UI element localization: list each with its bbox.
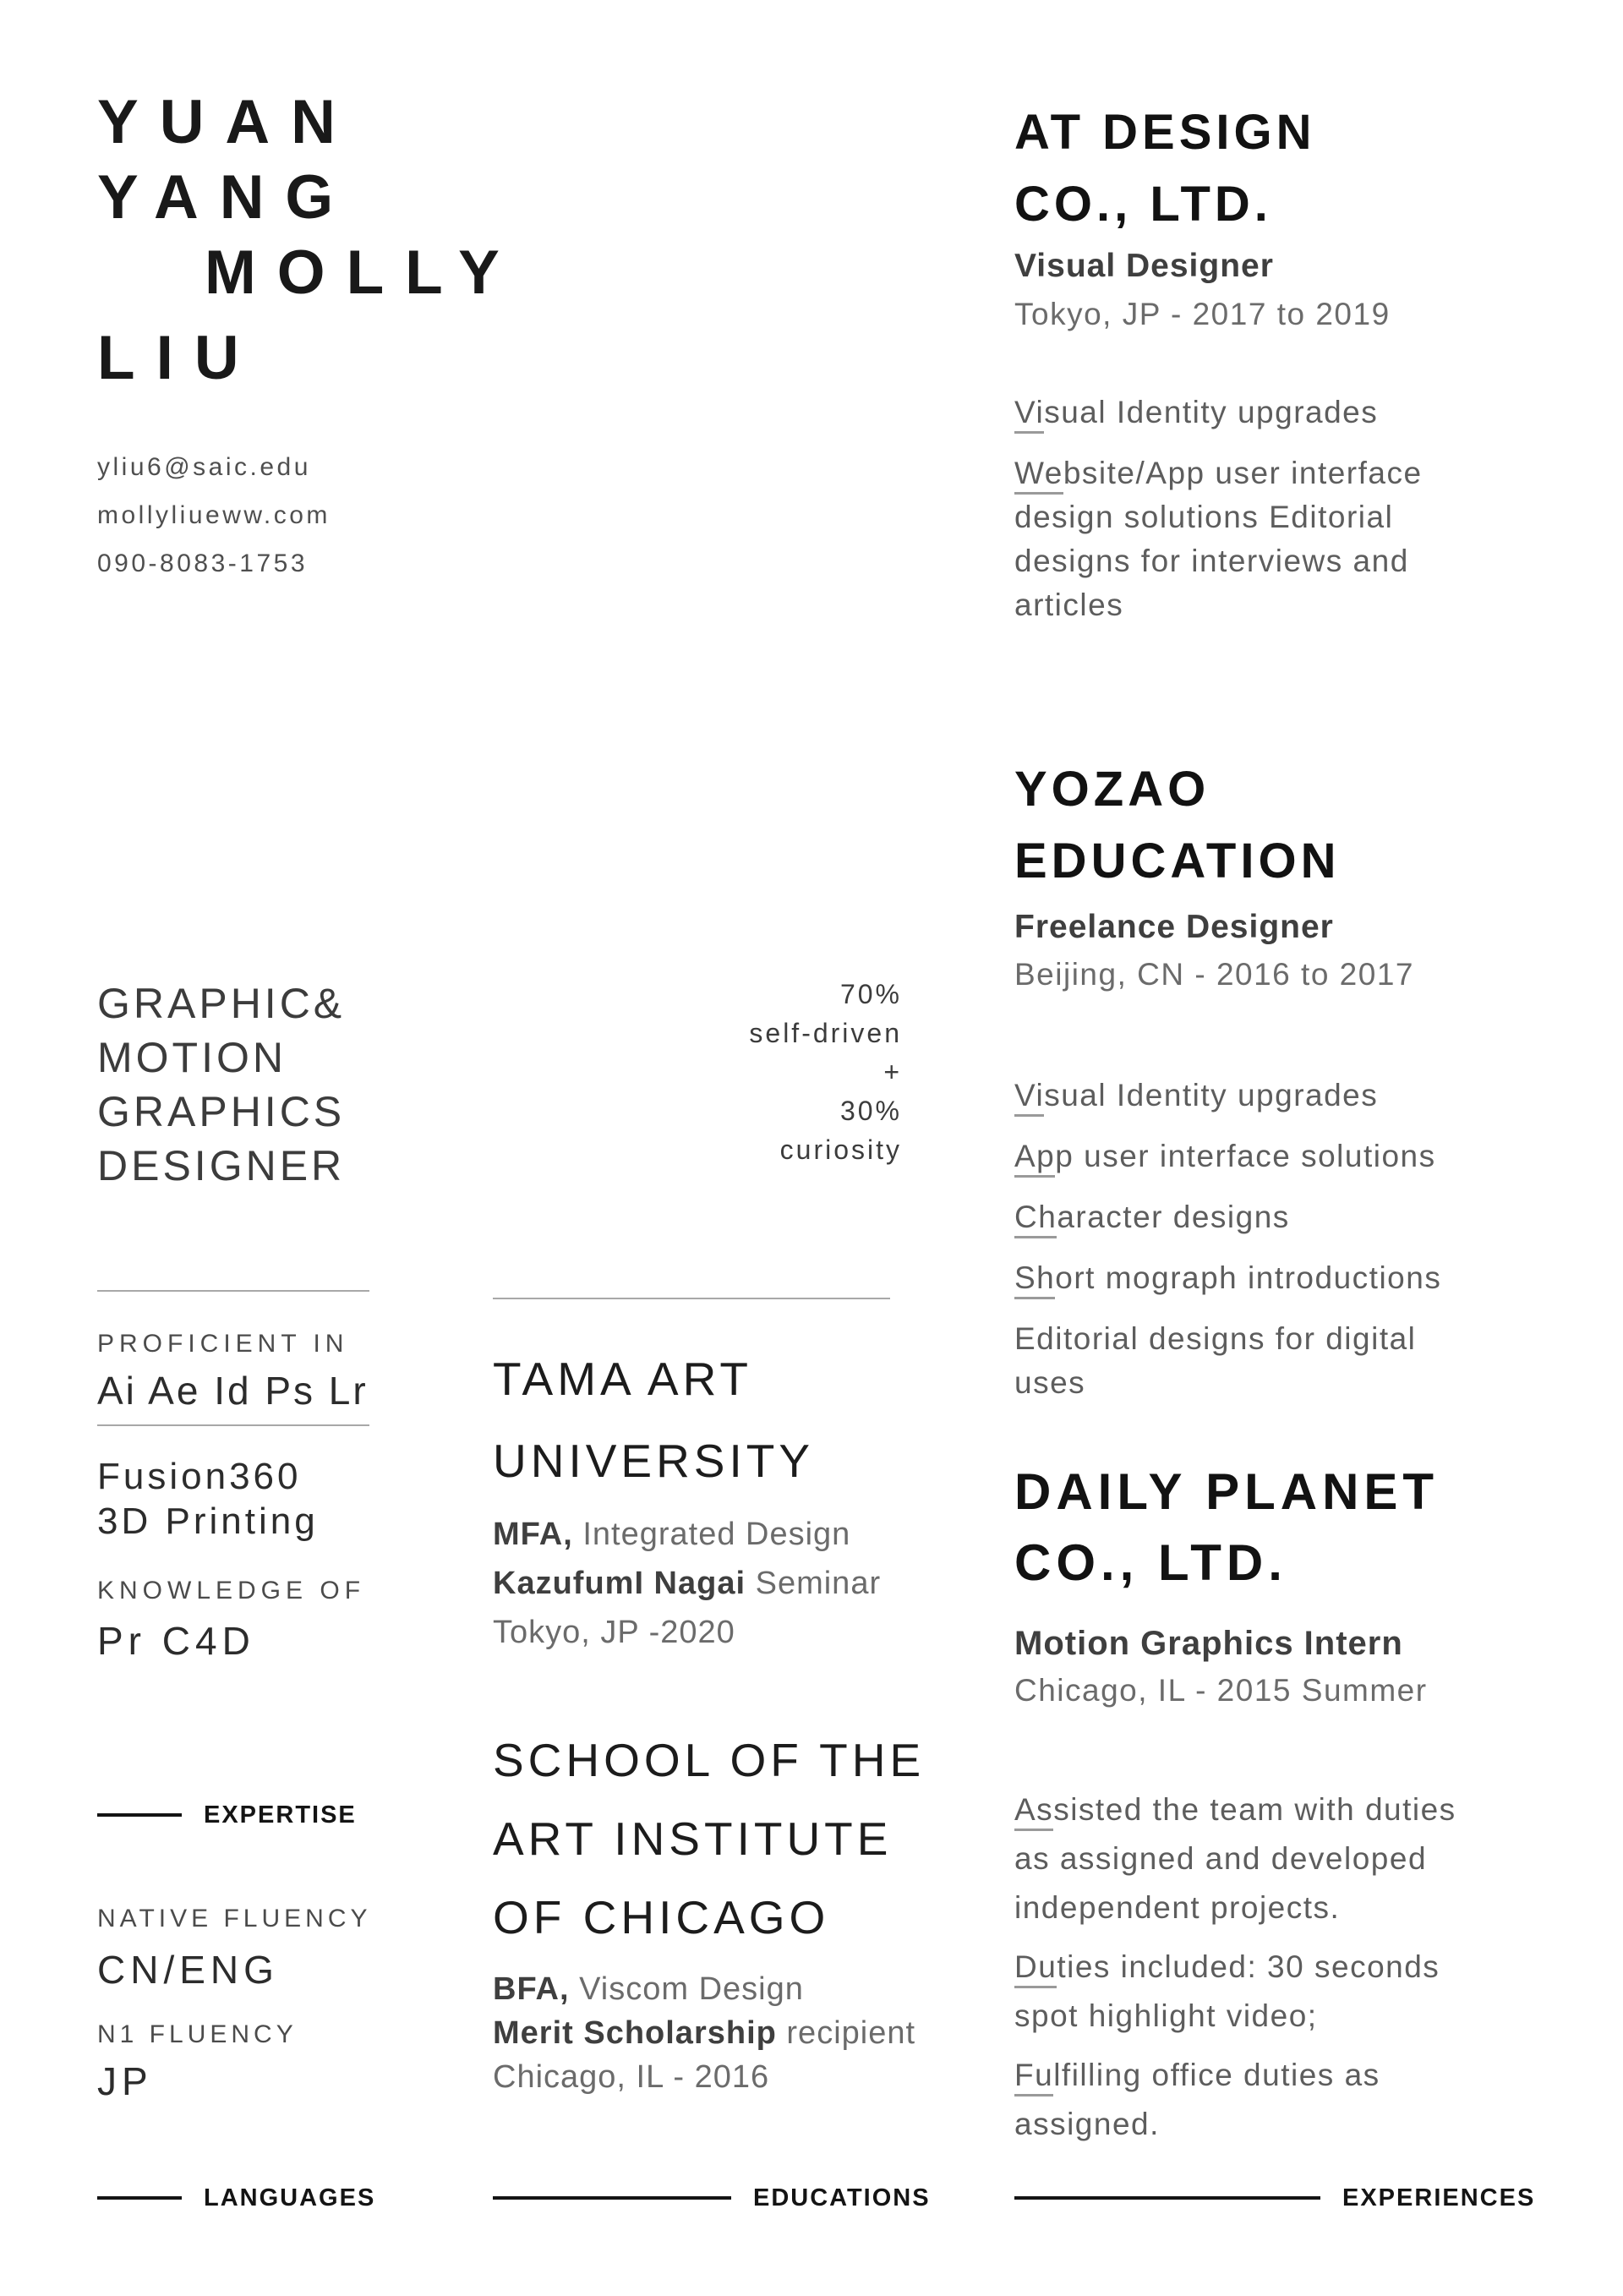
bullet-line [1014, 1134, 1572, 1178]
company-name-line: YOZAO [1014, 762, 1210, 817]
seminar-line [493, 1559, 881, 1608]
expertise-section-divider [97, 1796, 357, 1834]
bullet-line [1014, 1074, 1572, 1118]
bullet-para [1014, 451, 1572, 627]
bullet-para [1014, 1074, 1572, 1118]
bullet-line: uses [1014, 1365, 1086, 1400]
company-name-line: CO., LTD. [1014, 177, 1272, 232]
company-name-line: CO., LTD. [1014, 1534, 1287, 1591]
degree-strong: MFA, [493, 1517, 573, 1552]
degree-line [493, 1967, 915, 2011]
bullet-para [1014, 391, 1572, 435]
bullet-text: ort mograph introductions [1055, 1260, 1442, 1295]
school-name-line: UNIVERSITY [493, 1435, 815, 1487]
bullet-underlined-head: Ch [1014, 1200, 1057, 1238]
bullet-line: designs for interviews and [1014, 544, 1409, 578]
bullet-line: assigned. [1014, 2107, 1160, 2141]
bullet-underlined-head: Sh [1014, 1260, 1055, 1299]
school-name-saic [493, 1721, 925, 1957]
experiences-section-label: EXPERIENCES [1342, 2184, 1536, 2211]
contact-email: yliu6@saic.edu [97, 453, 311, 481]
bullet-text: Editorial designs for digital [1014, 1321, 1417, 1356]
job-bullets [1014, 391, 1572, 644]
name-line: LIU [97, 324, 260, 392]
bullet-text: aracter designs [1057, 1200, 1290, 1234]
experiences-section-divider [1014, 2179, 1535, 2217]
bullet-line [1014, 1256, 1572, 1300]
contact-block [97, 443, 331, 588]
bullet-underlined-head: As [1014, 1792, 1053, 1831]
seminar-rest: Seminar [746, 1566, 882, 1601]
stat-line: 70% [839, 979, 902, 1009]
profession-title-line: GRAPHICS [97, 1088, 346, 1135]
company-daily-planet [1014, 1457, 1439, 1599]
company-name-line: EDUCATION [1014, 834, 1341, 888]
school-location-line [493, 2055, 915, 2099]
location-rest: Tokyo, JP -2020 [493, 1615, 735, 1650]
bullet-line [1014, 1943, 1572, 1992]
job-bullets [1014, 1074, 1572, 1422]
name-block [97, 85, 521, 396]
company-yozao [1014, 753, 1340, 897]
bullet-underlined-head: We [1014, 456, 1063, 495]
job-subheader [1014, 904, 1414, 998]
bullet-text: bsite/App user interface [1063, 456, 1423, 490]
name-line: YUAN [97, 88, 357, 156]
rule-expertise-top [97, 1290, 369, 1292]
bullet-text: sisted the team with duties [1053, 1792, 1456, 1827]
bullet-text: ties included: 30 seconds [1057, 1949, 1440, 1984]
bullet-text: lfilling office duties as [1053, 2058, 1380, 2092]
school-name-line: SCHOOL OF THE [493, 1734, 926, 1786]
contact-phone: 090-8083-1753 [97, 549, 309, 577]
company-at-design [1014, 96, 1316, 240]
school-details-saic [493, 1967, 915, 2099]
job-location: Tokyo, JP - 2017 to 2019 [1014, 297, 1391, 331]
company-name-line: DAILY PLANET [1014, 1463, 1440, 1520]
degree-line [493, 1510, 881, 1559]
job-role: Motion Graphics Intern [1014, 1625, 1403, 1662]
knowledge-label: KNOWLEDGE OF [97, 1577, 366, 1604]
bullet-para [1014, 1256, 1572, 1300]
stat-line: self-driven [749, 1018, 902, 1048]
bullet-underlined-head: Fu [1014, 2058, 1053, 2096]
job-location: Chicago, IL - 2015 Summer [1014, 1673, 1428, 1708]
languages-section-label: LANGUAGES [204, 2184, 376, 2211]
scholarship-line [493, 2011, 915, 2055]
location-rest: Chicago, IL - 2016 [493, 2059, 770, 2095]
school-details-tama [493, 1510, 881, 1657]
bullet-para [1014, 1785, 1572, 1932]
rule-educations-top [493, 1298, 890, 1299]
divider-line [97, 1813, 182, 1817]
n1-fluency-value: JP [97, 2059, 153, 2103]
bullet-text: sual Identity upgrades [1044, 395, 1379, 429]
profession-title [97, 976, 345, 1193]
rule-expertise-mid [97, 1424, 369, 1426]
native-fluency-label: NATIVE FLUENCY [97, 1905, 372, 1932]
name-line: YANG [97, 163, 355, 232]
languages-section-divider [97, 2179, 375, 2217]
school-name-tama [493, 1338, 814, 1502]
bullet-para [1014, 1317, 1572, 1405]
bullet-para [1014, 1943, 1572, 2041]
bullet-line [1014, 451, 1572, 495]
degree-rest: Viscom Design [569, 1971, 804, 2007]
job-role: Visual Designer [1014, 248, 1274, 284]
job-location: Beijing, CN - 2016 to 2017 [1014, 957, 1414, 992]
bullet-underlined-head: Vi [1014, 395, 1044, 434]
educations-section-label: EDUCATIONS [753, 2184, 931, 2211]
seminar-strong: KazufumI Nagai [493, 1566, 746, 1601]
degree-rest: Integrated Design [572, 1517, 851, 1552]
school-name-line: TAMA ART [493, 1353, 752, 1405]
educations-section-divider [493, 2179, 931, 2217]
bullet-line: articles [1014, 588, 1124, 622]
n1-fluency-label: N1 FLUENCY [97, 2020, 298, 2048]
bullet-underlined-head: Ap [1014, 1139, 1055, 1178]
bullet-underlined-head: Vi [1014, 1078, 1044, 1117]
divider-line [493, 2196, 731, 2200]
expertise-section-label: EXPERTISE [204, 1801, 357, 1829]
bullet-line: spot highlight video; [1014, 1998, 1318, 2033]
degree-strong: BFA, [493, 1971, 570, 2007]
school-name-line: OF CHICAGO [493, 1891, 830, 1943]
bullet-underlined-head: Du [1014, 1949, 1057, 1988]
tool-line: Fusion360 [97, 1456, 302, 1497]
knowledge-value: Pr C4D [97, 1619, 255, 1663]
proficient-value: Ai Ae Id Ps Lr [97, 1369, 369, 1413]
bullet-para [1014, 2051, 1572, 2149]
profession-title-line: GRAPHIC& [97, 980, 346, 1027]
native-fluency-value: CN/ENG [97, 1948, 279, 1992]
divider-line [97, 2196, 182, 2200]
bullet-line [1014, 1195, 1572, 1239]
stat-line: 30% [839, 1096, 902, 1126]
school-name-line: ART INSTITUTE [493, 1812, 893, 1865]
school-location-line [493, 1608, 881, 1657]
bullet-line: design solutions Editorial [1014, 500, 1394, 534]
profession-title-line: MOTION [97, 1034, 287, 1081]
scholarship-strong: Merit Scholarship [493, 2015, 777, 2051]
bullet-line [1014, 391, 1572, 435]
personality-stats [530, 975, 902, 1169]
proficient-label: PROFICIENT IN [97, 1330, 349, 1358]
bullet-line [1014, 1785, 1572, 1834]
bullet-para [1014, 1134, 1572, 1178]
profession-title-line: DESIGNER [97, 1142, 346, 1189]
bullet-line [1014, 2051, 1572, 2100]
name-line: MOLLY [205, 238, 521, 307]
bullet-text: sual Identity upgrades [1044, 1078, 1379, 1112]
job-subheader [1014, 1620, 1428, 1714]
bullet-para [1014, 1195, 1572, 1239]
bullet-line: independent projects. [1014, 1890, 1341, 1925]
job-subheader [1014, 242, 1391, 338]
job-bullets [1014, 1785, 1572, 2159]
stat-line: + [883, 1057, 902, 1087]
divider-line [1014, 2196, 1320, 2200]
tools-block [97, 1455, 319, 1544]
bullet-text: p user interface solutions [1055, 1139, 1436, 1173]
scholarship-rest: recipient [776, 2015, 916, 2051]
job-role: Freelance Designer [1014, 909, 1334, 945]
contact-website: mollyliueww.com [97, 501, 331, 529]
bullet-line [1014, 1317, 1572, 1361]
company-name-line: AT DESIGN [1014, 105, 1316, 160]
tool-line: 3D Printing [97, 1500, 319, 1542]
stat-line: curiosity [779, 1134, 902, 1165]
bullet-line: as assigned and developed [1014, 1841, 1428, 1876]
